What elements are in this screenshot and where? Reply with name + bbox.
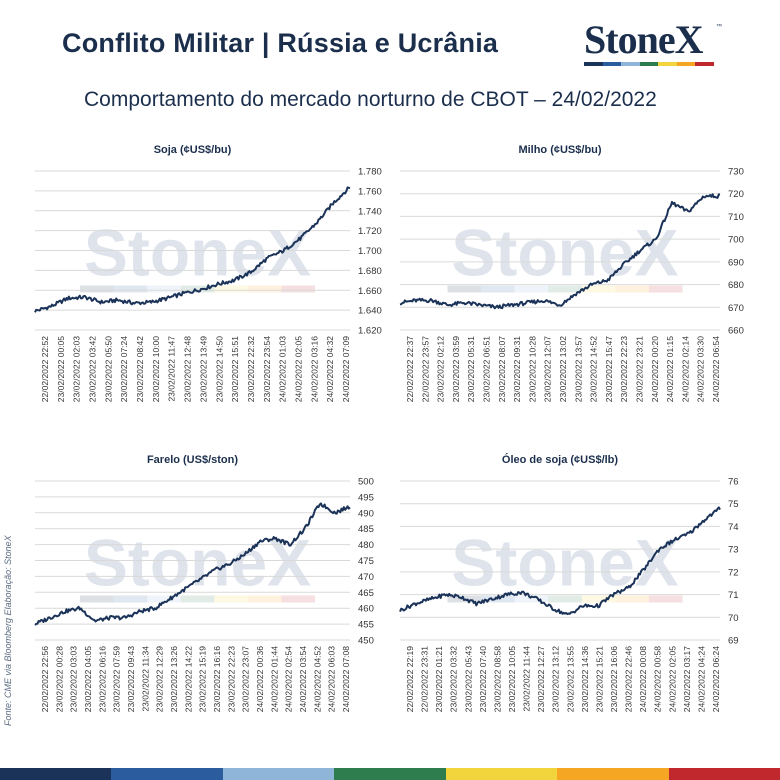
y-tick-label: 475	[358, 556, 374, 567]
x-tick-label: 23/02/2022 11:34	[140, 646, 151, 712]
y-tick-label: 72	[728, 567, 739, 579]
x-tick-label: 23/02/2022 03:03	[68, 646, 79, 713]
x-tick-label: 23/02/2022 12:07	[542, 336, 553, 403]
x-tick-label: 23/02/2022 23:54	[261, 336, 272, 403]
y-tick-label: 75	[728, 499, 739, 511]
watermark-stripe-segment	[181, 596, 215, 603]
y-tick-label: 720	[728, 189, 744, 201]
y-tick-label: 1.720	[358, 226, 382, 238]
watermark-stripe-segment	[281, 286, 315, 293]
y-tick-label: 455	[358, 619, 374, 631]
x-tick-label: 23/02/2022 07:40	[477, 646, 488, 713]
bottom-stripe-segment	[0, 768, 111, 780]
x-tick-label: 23/02/2022 14:50	[214, 336, 225, 403]
bottom-stripe-segment	[223, 768, 334, 780]
x-tick-label: 23/02/2022 13:26	[169, 646, 179, 713]
watermark-stripe-segment	[80, 596, 114, 603]
x-tick-label: 23/02/2022 03:42	[87, 336, 98, 403]
x-tick-label: 23/02/2022 03:32	[448, 646, 459, 713]
y-tick-label: 690	[728, 257, 744, 269]
x-tick-label: 23/02/2022 01:21	[434, 646, 445, 713]
watermark-stripe-segment	[214, 596, 248, 603]
y-tick-label: 71	[728, 590, 739, 602]
x-tick-label: 23/02/2022 00:05	[55, 336, 66, 403]
y-tick-label: 500	[358, 476, 374, 488]
y-tick-label: 680	[728, 280, 744, 292]
y-tick-label: 1.700	[358, 246, 382, 257]
x-tick-label: 23/02/2022 07:24	[119, 336, 130, 403]
x-tick-label: 24/02/2022 02:54	[283, 646, 294, 713]
x-tick-label: 23/02/2022 04:05	[83, 646, 93, 713]
x-tick-label: 23/02/2022 22:46	[623, 646, 634, 713]
x-tick-label: 23/02/2022 14:22	[183, 646, 194, 713]
x-tick-label: 24/02/2022 00:36	[255, 646, 265, 713]
x-tick-label: 23/02/2022 22:23	[619, 336, 630, 403]
x-tick-label: 24/02/2022 02:05	[667, 646, 678, 713]
x-tick-label: 23/02/2022 13:12	[550, 646, 561, 713]
x-tick-label: 23/02/2022 22:32	[245, 336, 256, 403]
y-tick-label: 480	[358, 540, 374, 552]
logo-stripe-segment	[603, 62, 622, 66]
x-tick-label: 24/02/2022 03:54	[298, 646, 308, 713]
x-tick-label: 23/02/2022 02:03	[71, 336, 82, 403]
x-tick-label: 24/02/2022 01:44	[269, 646, 280, 713]
x-tick-label: 22/02/2022 22:19	[405, 646, 415, 713]
bottom-color-stripe	[0, 768, 780, 780]
watermark-stripe-segment	[615, 286, 649, 293]
x-tick-label: 23/02/2022 09:31	[512, 336, 523, 403]
x-tick-label: 23/02/2022 14:52	[588, 336, 599, 403]
bottom-stripe-segment	[334, 768, 445, 780]
x-tick-label: 24/02/2022 01:03	[277, 336, 288, 403]
watermark-stripe-segment	[114, 286, 148, 293]
x-tick-label: 23/02/2022 23:21	[634, 336, 645, 403]
x-tick-label: 23/02/2022 13:55	[565, 646, 576, 713]
logo-stripe-segment	[695, 62, 714, 66]
bottom-stripe-segment	[446, 768, 557, 780]
stonex-logo	[584, 17, 724, 72]
x-tick-label: 23/02/2022 13:02	[558, 336, 568, 403]
logo-color-stripe	[584, 62, 714, 66]
watermark-stripe-segment	[114, 596, 148, 603]
watermark-stripe-segment	[214, 286, 248, 293]
x-tick-label: 24/02/2022 00:20	[649, 336, 660, 403]
x-tick-label: 24/02/2022 06:24	[711, 646, 721, 713]
chart-oleo-de-soja	[395, 448, 760, 748]
page-subtitle: Comportamento do mercado norturno de CBOT – 24/02/2022	[84, 88, 657, 111]
chart-farelo	[30, 448, 390, 748]
x-tick-label: 22/02/2022 22:52	[40, 336, 50, 403]
watermark-stripe-segment	[80, 286, 114, 293]
x-tick-label: 23/02/2022 15:47	[603, 336, 614, 403]
x-tick-label: 24/02/2022 02:14	[680, 336, 691, 403]
y-tick-label: 495	[358, 492, 374, 504]
x-tick-label: 23/02/2022 05:31	[466, 336, 477, 403]
y-tick-label: 69	[728, 635, 739, 647]
x-tick-label: 24/02/2022 06:03	[326, 646, 337, 713]
x-tick-label: 23/02/2022 11:47	[166, 336, 177, 402]
x-tick-label: 23/02/2022 14:36	[579, 646, 590, 713]
x-tick-label: 23/02/2022 13:57	[573, 336, 584, 403]
x-tick-label: 23/02/2022 15:21	[594, 646, 605, 713]
chart-svg	[30, 138, 390, 438]
x-tick-label: 23/02/2022 08:07	[496, 336, 507, 403]
logo-text: StoneX	[584, 17, 703, 62]
x-tick-label: 23/02/2022 09:43	[126, 646, 136, 713]
x-tick-label: 24/02/2022 01:15	[665, 336, 676, 403]
chart-svg	[395, 448, 760, 748]
chart-title: Milho (¢US$/bu)	[518, 144, 602, 156]
x-tick-label: 23/02/2022 00:28	[54, 646, 65, 713]
y-tick-label: 450	[358, 635, 374, 647]
y-tick-label: 470	[358, 571, 374, 583]
watermark-stripe-segment	[649, 596, 683, 603]
y-tick-label: 1.740	[358, 206, 382, 218]
x-tick-label: 23/02/2022 10:28	[527, 336, 538, 403]
x-tick-label: 23/02/2022 06:51	[481, 336, 492, 403]
watermark-text: StoneX	[83, 215, 312, 290]
y-tick-label: 1.780	[358, 166, 382, 178]
bottom-stripe-segment	[557, 768, 668, 780]
watermark-stripe-segment	[248, 596, 282, 603]
y-tick-label: 1.640	[358, 305, 382, 317]
y-tick-label: 490	[358, 508, 374, 520]
y-tick-label: 710	[728, 211, 744, 223]
y-tick-label: 1.680	[358, 265, 382, 277]
y-tick-label: 730	[728, 166, 744, 178]
y-tick-label: 485	[358, 524, 374, 536]
y-tick-label: 74	[728, 521, 739, 533]
x-tick-label: 24/02/2022 02:05	[293, 336, 304, 403]
x-tick-label: 23/02/2022 12:48	[182, 336, 193, 403]
y-tick-label: 1.760	[358, 186, 382, 198]
bottom-stripe-segment	[669, 768, 780, 780]
x-tick-label: 24/02/2022 04:32	[325, 336, 336, 403]
logo-stripe-segment	[658, 62, 677, 66]
y-tick-label: 1.660	[358, 285, 382, 297]
y-tick-label: 76	[728, 476, 739, 488]
source-note: Fonte: CME via Bloomberg Elaboração: StoneX	[3, 535, 13, 726]
logo-stripe-segment	[584, 62, 603, 66]
x-tick-label: 24/02/2022 07:09	[341, 336, 351, 403]
logo-stripe-segment	[621, 62, 640, 66]
x-tick-label: 23/02/2022 16:16	[212, 646, 222, 713]
x-tick-label: 23/02/2022 16:06	[609, 646, 619, 713]
watermark-text: StoneX	[451, 215, 679, 290]
chart-soja	[30, 138, 390, 438]
watermark-stripe-segment	[248, 286, 282, 293]
chart-title: Farelo (US$/ston)	[146, 454, 239, 466]
x-tick-label: 23/02/2022 15:19	[197, 646, 208, 713]
x-tick-label: 22/02/2022 22:56	[40, 646, 50, 713]
watermark-stripe-segment	[615, 596, 649, 603]
x-tick-label: 24/02/2022 03:17	[681, 646, 692, 713]
x-tick-label: 23/02/2022 12:27	[536, 646, 547, 713]
x-tick-label: 23/02/2022 13:49	[198, 336, 209, 403]
x-tick-label: 23/02/2022 05:43	[463, 646, 474, 713]
watermark-text: StoneX	[451, 525, 679, 600]
x-tick-label: 24/02/2022 06:54	[711, 336, 721, 403]
watermark-stripe-segment	[515, 286, 549, 293]
y-tick-label: 670	[728, 302, 744, 314]
x-tick-label: 23/02/2022 10:00	[150, 336, 161, 403]
chart-svg	[395, 138, 760, 438]
x-tick-label: 23/02/2022 05:50	[103, 336, 114, 403]
x-tick-label: 23/02/2022 22:23	[226, 646, 237, 713]
x-tick-label: 24/02/2022 03:16	[309, 336, 320, 403]
x-tick-label: 23/02/2022 15:51	[230, 336, 241, 403]
x-tick-label: 23/02/2022 08:58	[492, 646, 503, 713]
x-tick-label: 22/02/2022 23:57	[420, 336, 431, 403]
watermark-stripe-segment	[548, 596, 582, 603]
logo-trademark: ™	[716, 24, 722, 30]
x-tick-label: 23/02/2022 02:12	[435, 336, 446, 403]
y-tick-label: 1.620	[358, 325, 382, 337]
watermark-stripe-segment	[481, 286, 515, 293]
logo-stripe-segment	[677, 62, 696, 66]
watermark-text: StoneX	[83, 525, 312, 600]
chart-title: Óleo de soja (¢US$/lb)	[501, 454, 619, 466]
y-tick-label: 465	[358, 587, 374, 599]
x-tick-label: 23/02/2022 03:59	[450, 336, 461, 403]
y-tick-label: 73	[728, 544, 739, 556]
chart-svg	[30, 448, 390, 748]
watermark-stripe-segment	[147, 286, 181, 293]
bottom-stripe-segment	[111, 768, 222, 780]
x-tick-label: 23/02/2022 12:29	[154, 646, 165, 713]
x-tick-label: 24/02/2022 00:08	[638, 646, 649, 713]
page-title: Conflito Militar | Rússia e Ucrânia	[62, 28, 499, 58]
chart-title: Soja (¢US$/bu)	[153, 144, 232, 156]
x-tick-label: 24/02/2022 07:08	[341, 646, 351, 713]
x-tick-label: 23/02/2022 07:59	[111, 646, 122, 713]
y-tick-label: 660	[728, 325, 744, 337]
x-tick-label: 23/02/2022 23:07	[240, 646, 251, 713]
watermark-stripe-segment	[649, 286, 683, 293]
x-tick-label: 24/02/2022 03:30	[695, 336, 706, 403]
watermark-stripe-segment	[281, 596, 315, 603]
y-tick-label: 460	[358, 603, 374, 615]
watermark-stripe-segment	[448, 286, 482, 293]
y-tick-label: 70	[728, 612, 739, 624]
x-tick-label: 24/02/2022 00:58	[652, 646, 663, 713]
x-tick-label: 23/02/2022 08:42	[135, 336, 146, 403]
x-tick-label: 23/02/2022 11:44	[521, 646, 532, 712]
x-tick-label: 22/02/2022 22:37	[405, 336, 415, 403]
x-tick-label: 22/02/2022 23:31	[419, 646, 430, 713]
y-tick-label: 700	[728, 234, 744, 246]
x-tick-label: 24/02/2022 04:24	[696, 646, 707, 713]
x-tick-label: 24/02/2022 04:52	[312, 646, 323, 713]
x-tick-label: 23/02/2022 10:05	[507, 646, 517, 713]
x-tick-label: 23/02/2022 06:16	[97, 646, 108, 713]
chart-milho	[395, 138, 760, 438]
logo-stripe-segment	[640, 62, 659, 66]
